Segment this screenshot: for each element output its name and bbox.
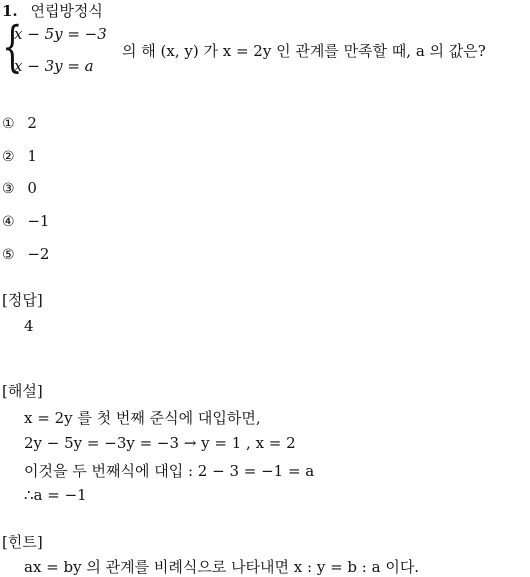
option-5-value: −2 <box>27 245 50 263</box>
option-1-mark: ① <box>2 116 15 132</box>
explanation-line-4: ∴a = −1 <box>24 486 87 504</box>
option-2-mark: ② <box>2 149 15 165</box>
explanation-line-2: 2y − 5y = −3y = −3 → y = 1 , x = 2 <box>24 434 296 452</box>
option-1-value: 2 <box>27 114 37 132</box>
answer-value: 4 <box>24 317 34 335</box>
question-stem: 의 해 (x, y) 가 x = 2y 인 관계를 만족할 때, a 의 값은? <box>122 42 486 60</box>
hint-text: ax = by 의 관계를 비례식으로 나타내면 x : y = b : a 이다. <box>24 558 420 576</box>
option-2[interactable] <box>2 147 37 165</box>
option-5[interactable] <box>2 245 49 263</box>
option-2-value: 1 <box>27 147 37 165</box>
option-3-mark: ③ <box>2 181 15 197</box>
explanation-heading: [해설] <box>2 382 43 400</box>
equation-2: x − 3y = a <box>14 57 94 75</box>
system-brace: { <box>2 15 23 78</box>
question-title: 연립방정식 <box>30 2 103 20</box>
question-number: 1. <box>2 2 18 20</box>
option-4-mark: ④ <box>2 214 15 230</box>
answer-heading: [정답] <box>2 291 43 309</box>
option-5-mark: ⑤ <box>2 247 15 263</box>
option-3[interactable] <box>2 179 37 197</box>
hint-heading: [힌트] <box>2 533 43 551</box>
equation-1: x − 5y = −3 <box>14 25 107 43</box>
option-4[interactable] <box>2 212 49 230</box>
explanation-line-1: x = 2y 를 첫 번째 준식에 대입하면, <box>24 409 261 427</box>
option-1[interactable] <box>2 114 37 132</box>
option-4-value: −1 <box>27 212 50 230</box>
explanation-line-3: 이것을 두 번째식에 대입 : 2 − 3 = −1 = a <box>24 462 315 480</box>
option-3-value: 0 <box>27 179 37 197</box>
